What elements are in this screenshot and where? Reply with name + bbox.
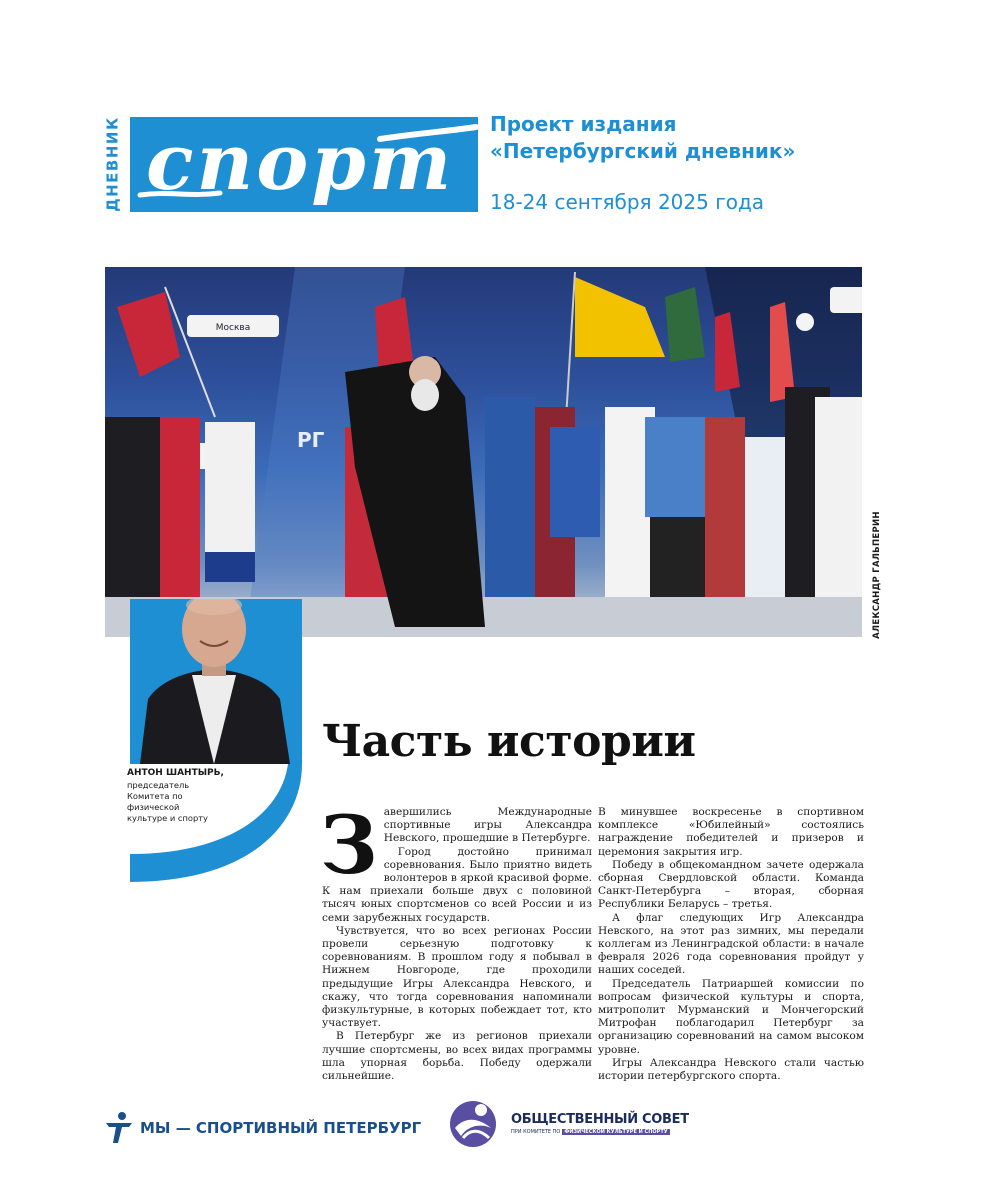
council-subtitle-highlight: ФИЗИЧЕСКОЙ КУЛЬТУРЕ И СПОРТУ [564,1128,668,1135]
stage-letters: РГ [297,428,325,452]
author-portrait [130,599,302,764]
public-council-logo [445,1098,689,1148]
council-subtitle [511,1129,689,1135]
masthead-vertical-label [96,112,130,216]
flag-green [665,287,705,362]
drop-cap: З [320,798,378,892]
article-column-left [320,798,592,1083]
issue-dates: 18-24 сентября 2025 года [490,190,765,214]
masthead-swash [140,193,220,195]
spotlight [796,313,814,331]
article-column-right [598,806,864,1083]
project-title-line1: Проект издания [490,112,677,136]
article-paragraph: Город достойно принимал соревнования. Было приятно видеть волонтеров в яркой красивой форме. К нам приехали больше двух с половиной тысяч юных спортсменов со всей России и из семи зарубежных государств. [322,845,592,924]
yaroslavl-flag [575,277,665,357]
ceremony-photo [105,267,862,637]
article-paragraph: В Петербург же из регионов приехали лучшие спортсмены, во всех видах программы шла упорная борьба. Победу одержали сильнейшие. [322,1030,592,1083]
article-paragraph: Завершились Международные спортивные игры Александра Невского, прошедшие в Петербурге. [320,798,592,892]
article-paragraph: В минувшее воскресенье в спортивном комплексе «Юбилейный» состоялись награждение победителей и призеров и церемония закрытия игр. [598,806,864,858]
article-paragraph: Победу в общекомандном зачете одержала сборная Свердловской области. Команда Санкт-Петербурга – вторая, сборная Республики Беларусь – третья. [598,858,864,911]
council-title: ОБЩЕСТВЕННЫЙ СОВЕТ [511,1111,689,1127]
moscow-flag [117,292,180,377]
project-title-line2: «Петербургский дневник» [490,139,796,163]
article-paragraph: Председатель Патриаршей комиссии по вопросам физической культуры и спорта, митрополит Мурманский и Мончегорский Митрофан поблагодарил Петербург за организацию соревнований на самом высоком уровне. [598,977,864,1056]
council-subtitle-prefix: ПРИ КОМИТЕТЕ ПО [511,1128,561,1135]
sport-petersburg-logo [104,1108,421,1148]
masthead-logo [130,117,478,212]
masthead-vertical-text: ДНЕВНИК [104,116,122,212]
article-headline: Часть истории [322,716,696,767]
article-paragraph: Чувствуется, что во всех регионах России провели серьезную подготовку к соревнованиям. В прошлом году я побывал в Нижнем Новгороде, где проходили предыдущие Игры Александра Невского, и скажу, что тогда соревнования напоминали физкультурные, в которых побеждает тот, кто участвует. [322,924,592,1030]
photo-credit-text: АЛЕКСАНДР ГАЛЬПЕРИН [872,511,883,639]
masthead-logo-graphic [130,117,478,227]
article-paragraph: А флаг следующих Игр Александра Невского, на этот раз зимних, мы передали коллегам из Ленинградской области: в начале февраля 2026 года соревнования пройдут у наших соседей. [598,911,864,977]
sign-moscow-text: Москва [215,323,251,333]
sport-petersburg-text: МЫ — СПОРТИВНЫЙ ПЕТЕРБУРГ [140,1119,422,1137]
author-name: АНТОН ШАНТЫРЬ, [127,768,224,778]
council-emblem-icon [445,1098,505,1148]
sign-yaroslavl [830,287,862,313]
masthead-brand-word: спорт [146,117,455,208]
author-portrait-illustration [130,599,302,764]
photo-credit [866,510,888,640]
ceremony-photo-illustration [105,267,862,637]
article-paragraph: Игры Александра Невского стали частью истории петербургского спорта. [598,1056,864,1083]
runner-icon [104,1111,134,1145]
author-role: председатель Комитета по физической культуре и спорту [127,780,208,823]
